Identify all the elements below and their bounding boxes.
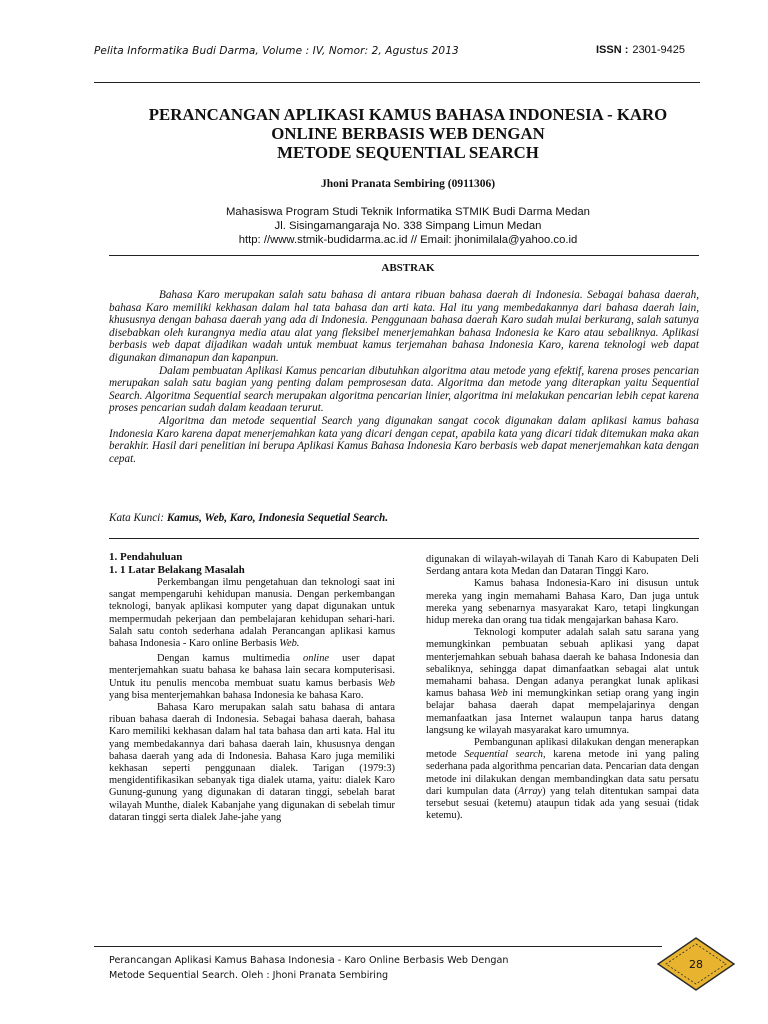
- section-heading: 1. Pendahuluan: [109, 551, 183, 563]
- abstract-paragraph: Dalam pembuatan Aplikasi Kamus pencarian dibutuhkan algoritma atau metode yang efektif, karena proses pencarian merupakan salah satu bagian yang penting dalam pemprosesan data. Algoritma dan metode yang diterapkan yaitu Sequential Search. Algoritma Sequential search merupakan algoritma pencarian linier, algoritma ini melakukan pencarian lebih cepat karena proses pencarian sudah dalam keadaan terurut.: [109, 364, 699, 415]
- abstract-heading: ABSTRAK: [381, 262, 435, 274]
- subsection-heading: 1. 1 Latar Belakang Masalah: [109, 564, 245, 576]
- abstract-paragraph: Algoritma dan metode sequential Search yang digunakan sangat cocok digunakan dalam aplikasi kamus bahasa Indonesia Karo karena dapat menerjemahkan kata yang dicari dengan cepat, apabila kata yang dicari tidak ditemukan maka akan berakhir. Hasil dari penelitian ini berupa Aplikasi Kamus Bahasa Indonesia Karo berbasis web dapat menerjemahkan kata dengan cepat.: [109, 414, 699, 465]
- body-paragraph: Pembangunan aplikasi dilakukan dengan menerapkan metode Sequential search, karena metode ini yang paling sederhana pada algorithma pencarian data. Pencarian data dengan metode ini dilakukan dengan membandingkan data satu persatu dari kumpulan data (Array) yang telah ditentukan sampai data tersebut sesuai (ketemu) ataupun tidak ada yang sesuai (tidak ketemu).: [426, 737, 700, 822]
- journal-header: Pelita Informatika Budi Darma, Volume : IV, Nomor: 2, Agustus 2013: [94, 45, 459, 57]
- italic-term: Array: [517, 785, 543, 797]
- body-paragraph: Teknologi komputer adalah salah satu sarana yang memungkinkan pembuatan sebuah aplikasi yang dapat menterjemahkan sebuah bahasa daerah ke bahasa Indonesia dan sebaliknya, sehingga dapat dimanfaatkan sebagai alat untuk memahami bahasa. Dengan adanya perangkat lunak aplikasi kamus bahasa Web ini memungkinkan setiap orang yang ingin belajar bahasa daerah dapat mempelajarinya dengan memanfaatkan jasa Internet walaupun tanpa harus datang langsung ke wilayah masyarakat karo umumnya.: [426, 627, 699, 736]
- abstract-bottom-rule: [109, 538, 699, 539]
- abstract: [109, 289, 699, 465]
- body-paragraph: Perkembangan ilmu pengetahuan dan teknologi saat ini sangat mempengaruhi kehidupan manusia. Dengan perkembangan teknologi, banyak aplikasi komputer yang dapat digunakan untuk mempermudah pekerjaan dan pembelajaran kehidupan sehari-hari. Salah satu contoh sederhana adalah Perancangan aplikasi kamus bahasa Indonesia - Karo online Berbasis Web.: [109, 577, 395, 650]
- footer-line: Perancangan Aplikasi Kamus Bahasa Indonesia - Karo Online Berbasis Web Dengan: [109, 955, 509, 966]
- body-paragraph: digunakan di wilayah-wilayah di Tanah Karo di Kabupaten Deli Serdang antara kota Medan dan Dataran Tinggi Karo.: [426, 554, 699, 578]
- italic-term: Web.: [279, 638, 300, 650]
- body-paragraph: Bahasa Karo merupakan salah satu bahasa di antara ribuan bahasa daerah di Indonesia. Sebagai bahasa daerah, bahasa Karo memiliki kekhasan dalam hal tata bahasa dan arti kata. Hal itu yang membedakannya dari bahasa daerah lain, khususnya dengan bahasa daerah yang ada di Indonesia. Bahasa Karo juga memiliki kekhasan seperti penggunaan dialek. Tarigan (1979:3) mengidentifikasikan sebanyak tiga dialek utama, yaitu: dialek Karo Gunung-gunung yang digunakan di dataran tinggi, sebelah barat wilayah Munthe, dialek Kabanjahe yang digunakan di sebelah timur dataran tinggi serta dialek Jahe-jahe yang: [109, 702, 395, 823]
- header-rule: [94, 82, 700, 83]
- body-paragraph: Dengan kamus multimedia online user dapat menterjemahkan suatu bahasa ke bahasa lain secara komputerisasi. Untuk itu penulis mencoba membuat suatu kamus berbasis Web yang bisa menterjemahkan bahasa Indonesia ke bahasa Karo.: [109, 653, 396, 701]
- issn-label: ISSN :: [596, 44, 629, 56]
- title-line: PERANCANGAN APLIKASI KAMUS BAHASA INDONESIA - KARO: [148, 105, 668, 124]
- title-line: METODE SEQUENTIAL SEARCH: [277, 143, 539, 162]
- left-column: [109, 551, 395, 824]
- paper-title: [100, 105, 716, 162]
- affiliation-line: http: //www.stmik-budidarma.ac.id // Email: jhonimilala@yahoo.co.id: [238, 234, 578, 246]
- affiliation-line: Mahasiswa Program Studi Teknik Informatika STMIK Budi Darma Medan: [226, 206, 590, 218]
- footer-line: Metode Sequential Search. Oleh : Jhoni Pranata Sembiring: [109, 970, 389, 981]
- author: Jhoni Pranata Sembiring (0911306): [320, 178, 496, 190]
- italic-term: Web: [490, 688, 508, 700]
- body-paragraph: Kamus bahasa Indonesia-Karo ini disusun untuk mereka yang ingin memahami Bahasa Karo, Dan juga untuk mereka yang sebenarnya masyarakat Karo, tetapi lingkungan hidup mereka dan orang tua tidak mengajarkan bahasa Karo.: [426, 578, 699, 627]
- abstract-paragraph: Bahasa Karo merupakan salah satu bahasa di antara ribuan bahasa daerah di Indonesia. Sebagai bahasa daerah, bahasa Karo memiliki kekhasan dalam hal tata bahasa dan arti kata. Hal itu yang membedakannya dari bahasa daerah lain, khususnya dengan bahasa daerah yang ada di Indonesia. Penggunaan bahasa daerah Karo sudah mulai berkurang, salah satunya disebabkan oleh kurangnya media atau alat yang fleksibel menerjemahkan bahasa Indonesia ke Karo atau sebaliknya. Aplikasi berbasis web dapat dijadikan wadah untuk membuat kamus terjemahan bahasa Indonesia Karo, karena teknologi web dapat digunakan dimanapun dan kapanpun.: [109, 289, 699, 364]
- abstract-top-rule: [109, 255, 699, 256]
- affiliation-line: Jl. Sisingamangaraja No. 338 Simpang Limun Medan: [274, 220, 542, 232]
- affiliation: [100, 205, 716, 247]
- page-number-badge: [656, 936, 736, 992]
- keywords-value: Kamus, Web, Karo, Indonesia Sequetial Search.: [166, 512, 389, 524]
- issn-number: 2301-9425: [632, 44, 686, 56]
- italic-term: online: [303, 653, 330, 665]
- footer-rule: [94, 946, 662, 947]
- right-column: [426, 554, 699, 822]
- keywords-label: Kata Kunci:: [109, 512, 165, 524]
- italic-term: Web: [377, 677, 395, 689]
- keywords: [109, 512, 699, 524]
- title-line: ONLINE BERBASIS WEB DENGAN: [271, 124, 545, 143]
- issn: [596, 44, 685, 56]
- italic-term: Sequential search,: [464, 749, 546, 761]
- page-number: 28: [689, 958, 703, 971]
- running-footer: [109, 953, 508, 983]
